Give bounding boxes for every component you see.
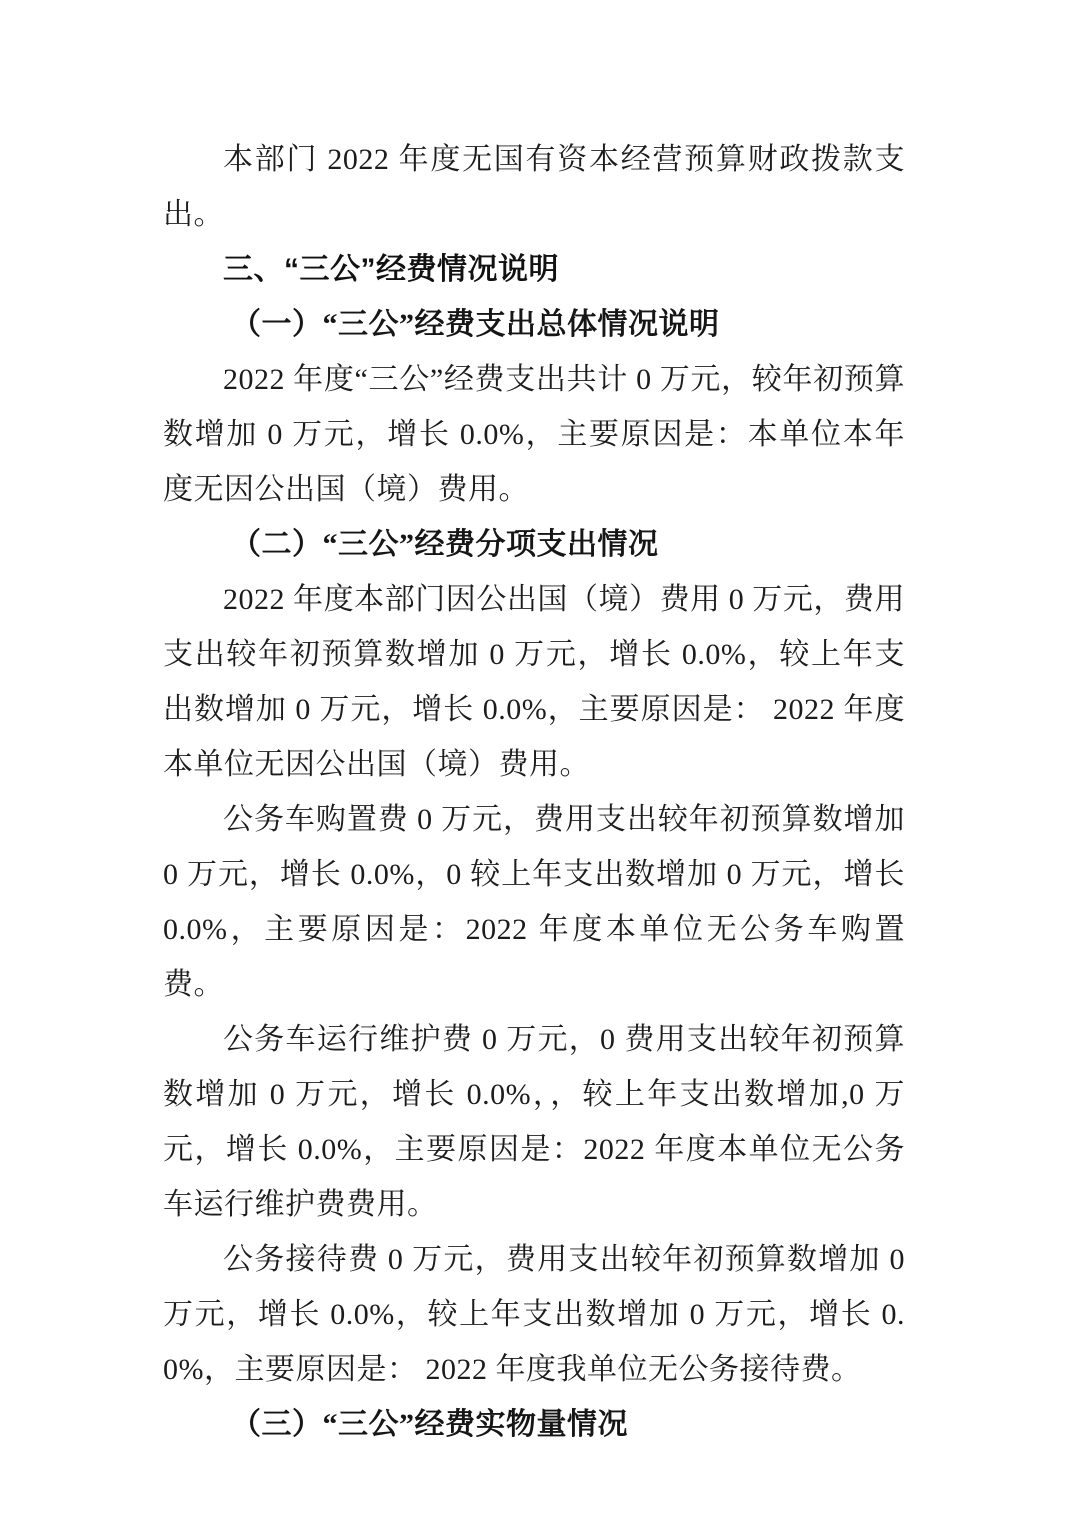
subsection-heading-itemized-spending: （二）“三公”经费分项支出情况 bbox=[231, 528, 659, 561]
subsection-heading-overall-spending: （一）“三公”经费支出总体情况说明 bbox=[231, 308, 720, 341]
paragraph-overall-spending: 2022 年度“三公”经费支出共计 0 万元，较年初预算数增加 0 万元，增长 0.0%，主要原因是：本单位本年度无因公出国（境）费用。 bbox=[163, 363, 905, 506]
subsection-heading-physical-quantity: （三）“三公”经费实物量情况 bbox=[231, 1408, 628, 1441]
paragraph-vehicle-purchase-expense: 公务车购置费 0 万元，费用支出较年初预算数增加 0 万元，增长 0.0%，0 较上年支出数增加 0 万元，增长 0.0%，主要原因是：2022 年度本单位无公务车购置费。 bbox=[163, 803, 905, 1001]
paragraph-vehicle-maintenance-expense: 公务车运行维护费 0 万元，0 费用支出较年初预算数增加 0 万元，增长 0.0%，，较上年支出数增加,0 万元，增长 0.0%，主要原因是：2022 年度本单位无公务车运行维护费费用。 bbox=[163, 1023, 905, 1221]
paragraph-official-reception-expense: 公务接待费 0 万元，费用支出较年初预算数增加 0 万元，增长 0.0%，较上年支出数增加 0 万元，增长 0.0%，主要原因是： 2022 年度我单位无公务接待费。 bbox=[163, 1243, 905, 1386]
paragraph-state-capital-budget: 本部门 2022 年度无国有资本经营预算财政拨款支出。 bbox=[163, 143, 905, 231]
document-content bbox=[163, 132, 905, 1452]
paragraph-overseas-travel-expense: 2022 年度本部门因公出国（境）费用 0 万元，费用支出较年初预算数增加 0 万元，增长 0.0%，较上年支出数增加 0 万元，增长 0.0%，主要原因是： 2022 年度本单位无因公出国（境）费用。 bbox=[163, 583, 905, 781]
section-heading-sangong-explanation: 三、“三公”经费情况说明 bbox=[223, 253, 559, 286]
